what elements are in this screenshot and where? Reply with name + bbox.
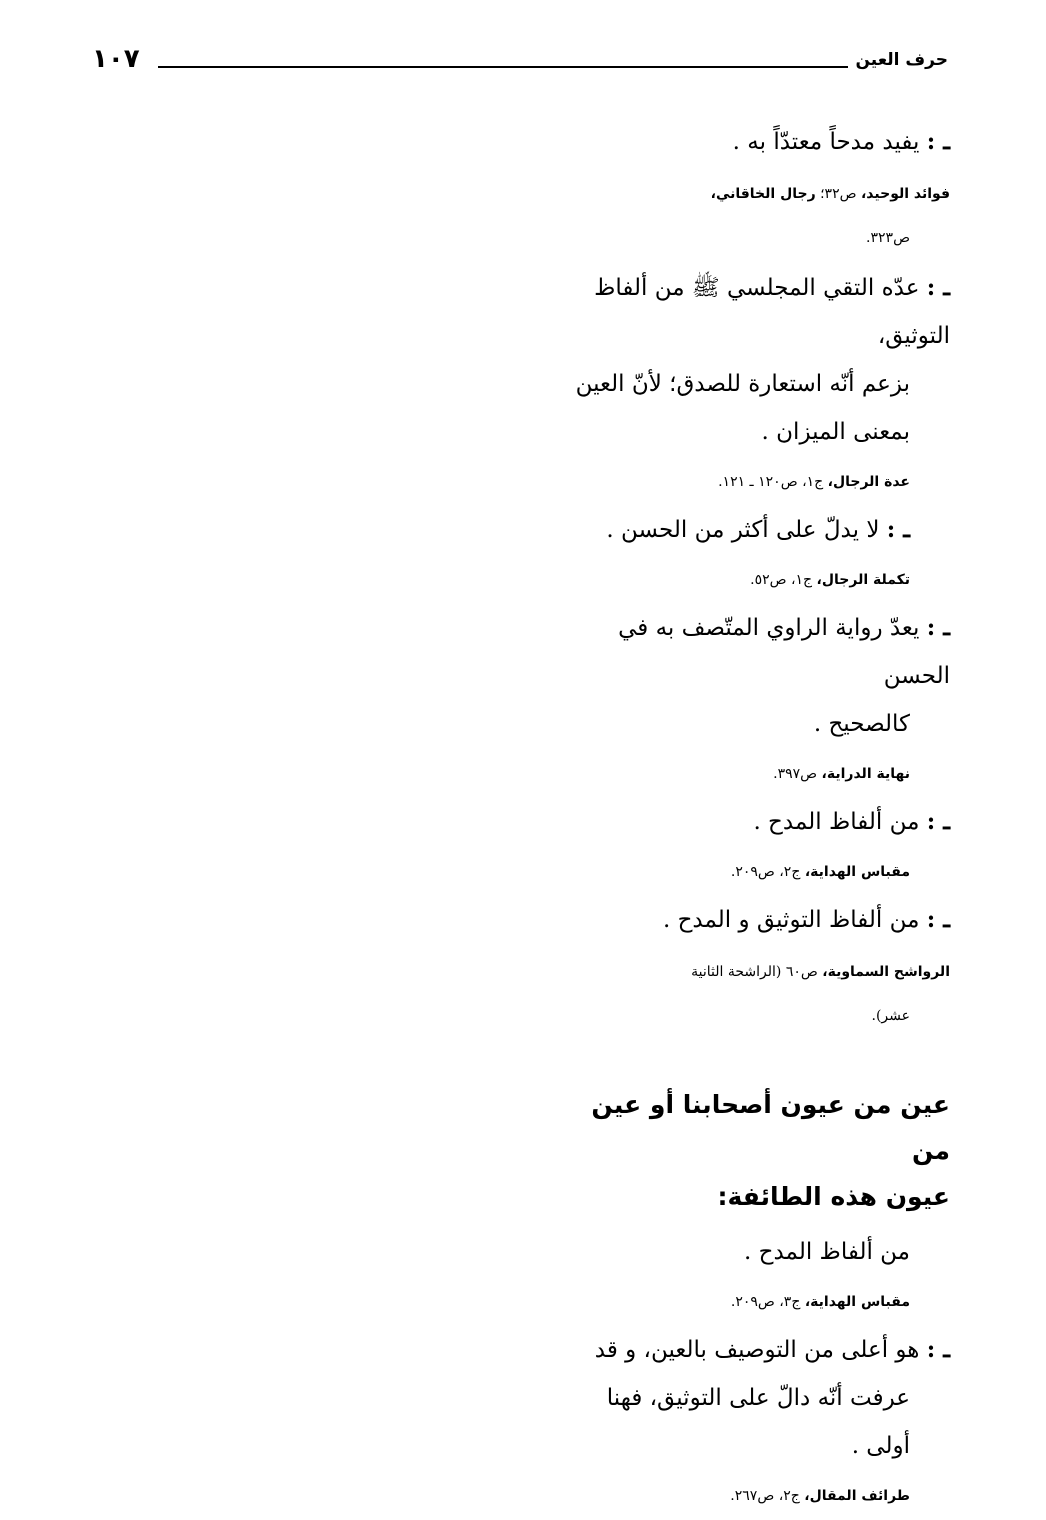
entry-text: من ألفاظ التوثيق و المدح . bbox=[662, 907, 920, 933]
reference-source: مقباس الهداية، bbox=[804, 864, 910, 880]
entry-8-line-2: عرفت أنّه دالّ على التوثيق، فهنا أولى . bbox=[606, 1385, 910, 1459]
reference-source-2: رجال الخاقاني، bbox=[710, 186, 816, 202]
entry-text: يفيد مدحاً معتدّاً به . bbox=[732, 129, 920, 155]
reference-source: نهاية الدراية، bbox=[821, 766, 910, 782]
entry-dash: ـ : bbox=[886, 516, 910, 543]
entry-text: يعدّ رواية الراوي المتّصف به في الحسن bbox=[618, 615, 950, 689]
reference-source: مقباس الهداية، bbox=[804, 1294, 910, 1310]
entry-8 bbox=[558, 1326, 950, 1374]
reference-pages: ج١، ص١٢٠ ـ ١٢١. bbox=[718, 474, 824, 490]
reference-2 bbox=[558, 462, 910, 502]
entry-dash: ـ : bbox=[926, 274, 950, 301]
reference-source: تكملة الرجال، bbox=[816, 572, 910, 588]
entry-7: من ألفاظ المدح . bbox=[744, 1239, 910, 1265]
reference-8 bbox=[558, 1476, 910, 1516]
entry-dash: ـ : bbox=[926, 128, 950, 155]
reference-pages: ج٢، ص٢٠٩. bbox=[730, 864, 801, 880]
reference-source: طرائف المقال، bbox=[804, 1488, 910, 1504]
entry-3 bbox=[558, 506, 910, 554]
reference-pages: ص٣٩٧. bbox=[773, 766, 818, 782]
section-heading bbox=[558, 1082, 950, 1220]
reference-source: عدة الرجال، bbox=[827, 474, 910, 490]
entry-text: هو أعلى من التوصيف بالعين، و قد bbox=[594, 1337, 920, 1363]
reference-source: فوائد الوحيد، bbox=[860, 186, 950, 202]
entry-2 bbox=[558, 264, 950, 360]
entry-2-line-3: بمعنى الميزان . bbox=[761, 419, 910, 445]
entry-5 bbox=[558, 798, 950, 846]
reference-6 bbox=[558, 950, 950, 1038]
section-heading-line-2: عيون هذه الطائفة: bbox=[717, 1182, 950, 1211]
text-column bbox=[558, 118, 950, 1520]
header-rule bbox=[158, 66, 848, 68]
reference-pages: ج١، ص٥٢. bbox=[750, 572, 813, 588]
reference-pages: ص٦٠ (الراشحة الثانية bbox=[691, 964, 818, 980]
reference-7 bbox=[558, 1282, 910, 1322]
reference-4 bbox=[558, 754, 910, 794]
reference-pages: ج٢، ص٢٦٧. bbox=[730, 1488, 800, 1504]
entry-4-line-2: كالصحيح . bbox=[813, 711, 910, 737]
section-heading-line-1: عين من عيون أصحابنا أو عين من bbox=[591, 1090, 950, 1165]
reference-tail: ص٣٢٣. bbox=[866, 230, 910, 246]
entry-dash: ـ : bbox=[926, 808, 950, 835]
entry-text: عدّه التقي المجلسي ﷺ من ألفاظ التوثيق، bbox=[594, 275, 950, 349]
reference-source: الرواشح السماوية، bbox=[822, 964, 950, 980]
reference-tail: عشر). bbox=[871, 1008, 910, 1024]
page-header bbox=[80, 40, 948, 80]
entry-text: من ألفاظ المدح . bbox=[753, 809, 920, 835]
entry-4 bbox=[558, 604, 950, 700]
entry-dash: ـ : bbox=[926, 906, 950, 933]
page-number: ١٠٧ bbox=[92, 44, 140, 74]
entry-text: لا يدلّ على أكثر من الحسن . bbox=[606, 517, 880, 543]
entry-2-line-2: بزعم أنّه استعارة للصدق؛ لأنّ العين bbox=[575, 371, 910, 397]
entry-dash: ـ : bbox=[926, 1336, 950, 1363]
reference-pages: ج٣، ص٢٠٩. bbox=[730, 1294, 801, 1310]
entry-dash: ـ : bbox=[926, 614, 950, 641]
reference-3 bbox=[558, 560, 910, 600]
entry-1 bbox=[558, 118, 950, 166]
reference-1 bbox=[558, 172, 950, 260]
entry-6 bbox=[558, 896, 950, 944]
reference-pages: ص٣٢؛ bbox=[820, 186, 857, 202]
reference-5 bbox=[558, 852, 910, 892]
running-title: حرف العين bbox=[855, 50, 948, 70]
